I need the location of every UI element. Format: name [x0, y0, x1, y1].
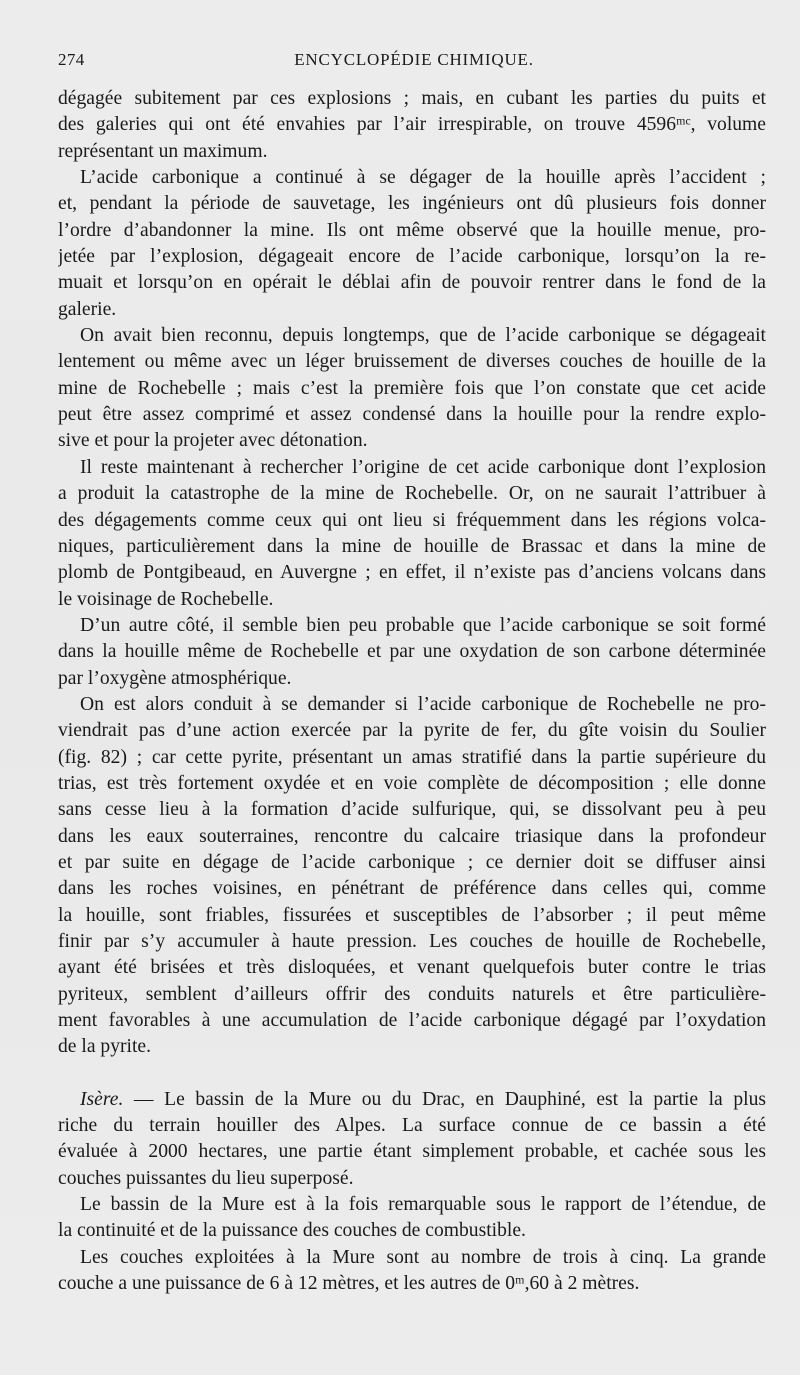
running-title: ENCYCLOPÉDIE CHIMIQUE. — [294, 50, 534, 69]
text-line: Il reste maintenant à rechercher l’origine de cet acide carbonique dont l’explosion — [80, 456, 766, 478]
text-line: mine de Rochebelle ; mais c’est la première fois que l’on constate que cet acide — [58, 377, 766, 399]
section-lead: Isère. — [80, 1088, 124, 1110]
text-line: évaluée à 2000 hectares, une partie étant simplement probable, et cachée sous les — [58, 1141, 766, 1163]
text-line: la houille, sont friables, fissurées et susceptibles de l’absorber ; il peut même — [58, 904, 766, 926]
text-line: muait et lorsqu’on en opérait le déblai afin de pouvoir rentrer dans le fond de la — [58, 272, 766, 294]
text-line: Le bassin de la Mure est à la fois remarquable sous le rapport de l’étendue, de — [80, 1194, 766, 1216]
text-line: l’ordre d’abandonner la mine. Ils ont même observé que la houille menue, pro- — [58, 219, 766, 241]
paragraph — [58, 613, 766, 692]
text-line: On avait bien reconnu, depuis longtemps, que de l’acide carbonique se dégageait — [80, 325, 766, 347]
text-line: dans les roches voisines, en pénétrant de préférence dans celles qui, comme — [58, 878, 766, 900]
paragraph — [58, 165, 766, 323]
body-text — [58, 86, 766, 1297]
text-line: viendrait pas d’une action exercée par la pyrite de fer, du gîte voisin du Soulier — [58, 720, 766, 742]
paragraph — [58, 692, 766, 1061]
text-line: L’acide carbonique a continué à se dégager de la houille après l’accident ; — [80, 167, 766, 189]
text-line: ment favorables à une accumulation de l’acide carbonique dégagé par l’oxydation — [58, 1010, 766, 1032]
text-line: sive et pour la projeter avec détonation. — [58, 430, 368, 452]
text-line: riche du terrain houiller des Alpes. La surface connue de ce bassin a été — [58, 1115, 766, 1137]
paragraph — [58, 1245, 766, 1298]
text-line-content: — Le bassin de la Mure ou du Drac, en Dauphiné, est la partie la plus — [123, 1088, 766, 1110]
text-line: dégagée subitement par ces explosions ; mais, en cubant les parties du puits et — [58, 88, 766, 109]
text-line — [58, 1087, 766, 1113]
text-line: et par suite en dégage de l’acide carbonique ; ce dernier doit se diffuser ainsi — [58, 851, 766, 873]
text-line: peut être assez comprimé et assez condensé dans la houille pour la rendre explo- — [58, 404, 766, 426]
text-line: couche a une puissance de 6 à 12 mètres, et les autres de 0ᵐ,60 à 2 mètres. — [58, 1273, 640, 1295]
paragraph — [58, 86, 766, 165]
text-line: ayant été brisées et très disloquées, et venant quelquefois buter contre le trias — [58, 957, 766, 979]
text-line: par l’oxygène atmosphérique. — [58, 667, 292, 689]
text-line: finir par s’y accumuler à haute pression. Les couches de houille de Rochebelle, — [58, 931, 766, 952]
text-line: représentant un maximum. — [58, 140, 268, 162]
text-line: niques, particulièrement dans la mine de houille de Brassac et dans la mine de — [58, 535, 766, 557]
text-line: On est alors conduit à se demander si l’acide carbonique de Rochebelle ne pro- — [80, 693, 766, 715]
text-line: des galeries qui ont été envahies par l’air irrespirable, on trouve 4596ᵐᶜ, volume — [58, 114, 766, 136]
paragraph — [58, 323, 766, 455]
page-header — [58, 50, 770, 74]
text-line: couches puissantes du lieu superposé. — [58, 1167, 354, 1189]
page-number: 274 — [58, 50, 85, 69]
text-line: dans les eaux souterraines, rencontre du calcaire triasique dans la profondeur — [58, 825, 766, 847]
paragraph — [58, 1192, 766, 1245]
text-line: jetée par l’explosion, dégageait encore de l’acide carbonique, lorsqu’on la re- — [58, 246, 766, 268]
text-line: trias, est très fortement oxydée et en voie complète de décomposition ; elle donne — [58, 772, 766, 794]
text-line: lentement ou même avec un léger bruissement de diverses couches de houille de la — [58, 351, 766, 373]
text-line: dans la houille même de Rochebelle et par une oxydation de son carbone déterminée — [58, 641, 766, 663]
paragraph — [58, 1087, 766, 1192]
text-line: a produit la catastrophe de la mine de Rochebelle. Or, on ne saurait l’attribuer à — [58, 483, 766, 505]
paragraph — [58, 455, 766, 613]
text-line: de la pyrite. — [58, 1036, 152, 1058]
text-line: D’un autre côté, il semble bien peu probable que l’acide carbonique se soit formé — [80, 614, 766, 636]
text-line: Les couches exploitées à la Mure sont au nombre de trois à cinq. La grande — [80, 1246, 766, 1268]
text-line: (fig. 82) ; car cette pyrite, présentant un amas stratifié dans la partie supérieure du — [58, 746, 766, 768]
text-line: le voisinage de Rochebelle. — [58, 588, 274, 610]
text-line: des dégagements comme ceux qui ont lieu si fréquemment dans les régions volca- — [58, 509, 766, 531]
text-line: sans cesse lieu à la formation d’acide sulfurique, qui, se dissolvant peu à peu — [58, 799, 766, 821]
text-line: galerie. — [58, 298, 117, 320]
text-line: la continuité et de la puissance des couches de combustible. — [58, 1220, 526, 1242]
text-line: pyriteux, semblent d’ailleurs offrir des conduits naturels et être particulière- — [58, 983, 766, 1005]
text-line: plomb de Pontgibeaud, en Auvergne ; en effet, il n’existe pas d’anciens volcans dans — [58, 562, 766, 584]
text-line: et, pendant la période de sauvetage, les ingénieurs ont dû plusieurs fois donner — [58, 193, 766, 215]
